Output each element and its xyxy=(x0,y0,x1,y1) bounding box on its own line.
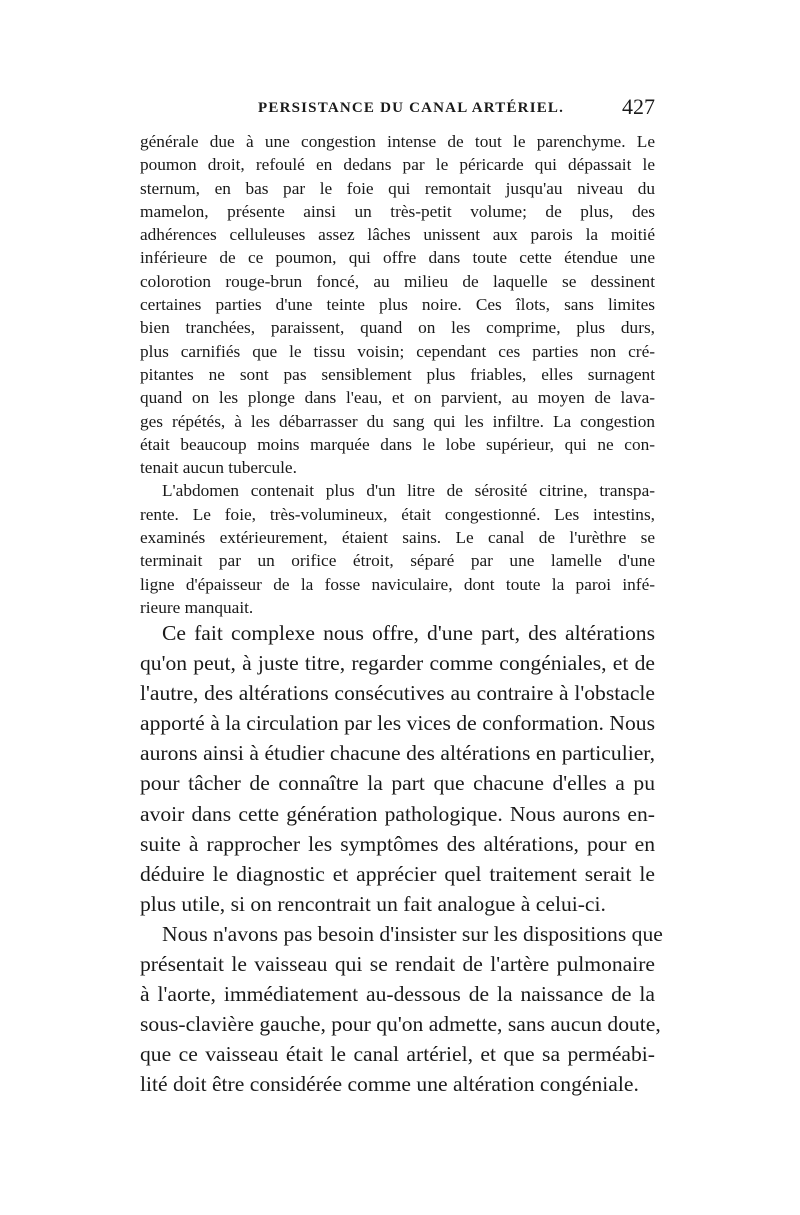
text-line: déduire le diagnostic et apprécier quel traitement serait le xyxy=(140,861,655,886)
text-line: adhérences celluleuses assez lâches unissent aux parois la moitié xyxy=(140,225,655,245)
text-line: lité doit être considérée comme une altération congéniale. xyxy=(140,1072,639,1097)
text-line: pour tâcher de connaître la part que chacune d'elles a pu xyxy=(140,771,655,796)
text-line: l'autre, des altérations consécutives au contraire à l'obstacle xyxy=(140,681,655,706)
text-line: était beaucoup moins marquée dans le lobe supérieur, qui ne con- xyxy=(140,434,655,454)
text-line: que ce vaisseau était le canal artériel, et que sa perméabi- xyxy=(140,1042,655,1067)
paragraph-arterial-canal xyxy=(140,919,663,1100)
text-line: colorotion rouge-brun foncé, au milieu de laquelle se dessinent xyxy=(140,271,655,291)
text-line: qu'on peut, à juste titre, regarder comme congéniales, et de xyxy=(140,651,655,676)
text-line: apporté à la circulation par les vices de conformation. Nous xyxy=(140,711,655,736)
text-line: quand on les plonge dans l'eau, et on parvient, au moyen de lava- xyxy=(140,388,655,408)
text-line: suite à rapprocher les symptômes des altérations, pour en xyxy=(140,831,655,856)
text-line: présentait le vaisseau qui se rendait de l'artère pulmonaire xyxy=(140,952,655,977)
text-line: mamelon, présente ainsi un très-petit volume; de plus, des xyxy=(140,201,655,221)
text-line: Ce fait complexe nous offre, d'une part, des altérations xyxy=(162,621,655,645)
paragraph-abdomen-findings xyxy=(140,479,655,619)
text-line: certaines parties d'une teinte plus noire. Ces îlots, sans limites xyxy=(140,295,655,315)
running-title: PERSISTANCE DU CANAL ARTÉRIEL. xyxy=(258,100,565,116)
paragraph-lung-findings xyxy=(140,130,655,479)
text-line: générale due à une congestion intense de tout le parenchyme. Le xyxy=(140,132,655,151)
text-line: aurons ainsi à étudier chacune des altérations en particulier, xyxy=(140,741,655,766)
text-line: rieure manquait. xyxy=(140,597,254,617)
page-header xyxy=(140,96,655,126)
text-line: avoir dans cette génération pathologique. Nous aurons en- xyxy=(140,801,655,826)
text-line: poumon droit, refoulé en dedans par le péricarde qui dépassait le xyxy=(140,155,655,175)
text-line: inférieure de ce poumon, qui offre dans toute cette étendue une xyxy=(140,248,655,268)
text-line: bien tranchées, paraissent, quand on les comprime, plus durs, xyxy=(140,318,655,338)
text-line: L'abdomen contenait plus d'un litre de sérosité citrine, transpa- xyxy=(162,481,655,501)
text-line: sous-clavière gauche, pour qu'on admette, sans aucun doute, xyxy=(140,1012,661,1037)
case-notes-section xyxy=(140,130,655,619)
text-line: ligne d'épaisseur de la fosse naviculaire, dont toute la paroi infé- xyxy=(140,574,655,594)
text-line: rente. Le foie, très-volumineux, était congestionné. Les intestins, xyxy=(140,504,655,524)
text-line: pitantes ne sont pas sensiblement plus friables, elles surnagent xyxy=(140,364,655,384)
page-number: 427 xyxy=(622,94,655,119)
text-line: sternum, en bas par le foie qui remontait jusqu'au niveau du xyxy=(140,178,655,198)
text-line: tenait aucun tubercule. xyxy=(140,458,297,478)
text-line: plus carnifiés que le tissu voisin; cependant ces parties non cré- xyxy=(140,341,655,361)
text-line: Nous n'avons pas besoin d'insister sur les dispositions que xyxy=(162,921,663,946)
text-line: terminait par un orifice étroit, séparé par une lamelle d'une xyxy=(140,551,655,571)
discussion-section xyxy=(140,618,663,1100)
paragraph-complex-case xyxy=(140,618,655,919)
text-line: à l'aorte, immédiatement au-dessous de la naissance de la xyxy=(140,982,655,1007)
text-line: examinés extérieurement, étaient sains. Le canal de l'urèthre se xyxy=(140,528,655,548)
text-line: plus utile, si on rencontrait un fait analogue à celui-ci. xyxy=(140,891,606,916)
text-line: ges répétés, à les débarrasser du sang qui les infiltre. La congestion xyxy=(140,411,655,431)
